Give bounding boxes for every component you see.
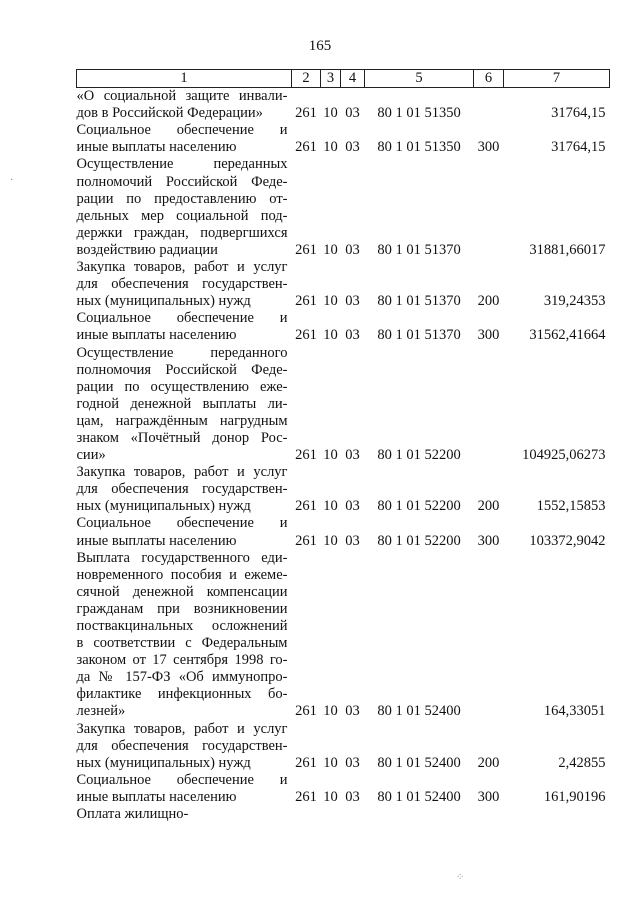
table-row bbox=[77, 122, 610, 156]
row-name-line: для обеспечения государствен- bbox=[76, 737, 288, 754]
code-target-article: 80 1 01 52200 bbox=[377, 532, 461, 549]
amount: 2,42855 bbox=[558, 754, 606, 771]
row-name-line: «О социальной защите инвали- bbox=[76, 88, 288, 105]
code-expense-type: 200 bbox=[477, 754, 500, 771]
code-expense-type: 200 bbox=[477, 293, 500, 310]
row-name bbox=[77, 122, 292, 156]
header-col-7: 7 bbox=[504, 70, 610, 88]
table-row bbox=[77, 345, 610, 465]
row-name-line: в соответствии с Федеральным bbox=[76, 635, 288, 652]
budget-table bbox=[76, 69, 610, 823]
code-target-article: 80 1 01 52200 bbox=[377, 498, 461, 515]
amount: 1552,15853 bbox=[536, 498, 606, 515]
code-subsection: 03 bbox=[345, 788, 360, 805]
row-name-line: Осуществление переданных bbox=[76, 156, 288, 173]
code-ministry: 261 bbox=[295, 498, 317, 515]
row-name-line: Оплата жилищно- bbox=[76, 806, 189, 823]
row-name-line: новременного пособия и ежеме- bbox=[76, 566, 288, 583]
code-section: 10 bbox=[323, 498, 338, 515]
row-name bbox=[77, 806, 292, 823]
header-col-6: 6 bbox=[474, 70, 504, 88]
row-name bbox=[77, 259, 292, 310]
row-name-line: полномочия Российской Феде- bbox=[76, 361, 288, 378]
row-name-line: дельных мер социальной под- bbox=[76, 207, 288, 224]
header-col-1: 1 bbox=[77, 70, 292, 88]
code-ministry: 261 bbox=[295, 532, 317, 549]
row-name bbox=[77, 515, 292, 549]
row-name-line: Осуществление переданного bbox=[76, 344, 288, 361]
code-expense-type bbox=[474, 806, 504, 823]
table-row bbox=[77, 156, 610, 259]
code-target-article: 80 1 01 52200 bbox=[377, 447, 461, 464]
code-expense-type: 300 bbox=[477, 327, 500, 344]
table-row bbox=[77, 310, 610, 344]
code-section: 10 bbox=[323, 754, 338, 771]
row-name-line: сячной денежной компенсации bbox=[76, 583, 288, 600]
code-expense-type: 300 bbox=[477, 139, 500, 156]
row-name-line: Закупка товаров, работ и услуг bbox=[76, 259, 288, 276]
code-ministry: 261 bbox=[295, 139, 317, 156]
row-name bbox=[77, 772, 292, 806]
table-row bbox=[77, 772, 610, 806]
code-subsection: 03 bbox=[345, 447, 360, 464]
code-ministry: 261 bbox=[295, 293, 317, 310]
row-name bbox=[77, 464, 292, 515]
code-subsection bbox=[341, 806, 365, 823]
code-ministry: 261 bbox=[295, 105, 317, 122]
table-row bbox=[77, 464, 610, 515]
code-ministry bbox=[292, 806, 321, 823]
row-name-line: Выплата государственного еди- bbox=[76, 549, 288, 566]
row-name-line: для обеспечения государствен- bbox=[76, 276, 288, 293]
row-name-line: для обеспечения государствен- bbox=[76, 481, 288, 498]
row-name bbox=[77, 156, 292, 259]
row-name bbox=[77, 88, 292, 123]
table-row bbox=[77, 515, 610, 549]
header-col-5: 5 bbox=[365, 70, 474, 88]
table-header-row bbox=[77, 70, 610, 88]
code-ministry: 261 bbox=[295, 327, 317, 344]
amount: 31764,15 bbox=[551, 139, 606, 156]
code-subsection: 03 bbox=[345, 327, 360, 344]
code-target-article: 80 1 01 51370 bbox=[377, 327, 461, 344]
table-row bbox=[77, 550, 610, 721]
row-name bbox=[77, 345, 292, 465]
code-ministry: 261 bbox=[295, 703, 317, 720]
code-section: 10 bbox=[323, 139, 338, 156]
code-target-article: 80 1 01 51350 bbox=[377, 139, 461, 156]
code-target-article bbox=[365, 806, 474, 823]
code-section: 10 bbox=[323, 447, 338, 464]
row-name-line: иные выплаты населению bbox=[76, 532, 237, 549]
code-section: 10 bbox=[323, 241, 338, 258]
row-name-line: дов в Российской Федерации» bbox=[76, 105, 263, 122]
amount bbox=[504, 806, 610, 823]
row-name-line: иные выплаты населению bbox=[76, 139, 237, 156]
scan-speck: ⁘ bbox=[456, 872, 465, 883]
row-name-line: ных (муниципальных) нужд bbox=[76, 754, 251, 771]
scan-speck: · bbox=[10, 175, 14, 186]
code-subsection: 03 bbox=[345, 498, 360, 515]
code-target-article: 80 1 01 51350 bbox=[377, 105, 461, 122]
code-section: 10 bbox=[323, 703, 338, 720]
code-ministry: 261 bbox=[295, 788, 317, 805]
code-subsection: 03 bbox=[345, 293, 360, 310]
code-section: 10 bbox=[323, 327, 338, 344]
code-subsection: 03 bbox=[345, 105, 360, 122]
amount: 161,90196 bbox=[543, 788, 606, 805]
table-row bbox=[77, 721, 610, 772]
code-target-article: 80 1 01 51370 bbox=[377, 241, 461, 258]
header-col-2: 2 bbox=[292, 70, 321, 88]
code-subsection: 03 bbox=[345, 532, 360, 549]
row-name-line: рации по предоставлению от- bbox=[76, 190, 288, 207]
row-name-line: рации по осуществлению еже- bbox=[76, 378, 288, 395]
amount: 103372,9042 bbox=[529, 532, 606, 549]
code-section: 10 bbox=[323, 788, 338, 805]
code-target-article: 80 1 01 52400 bbox=[377, 788, 461, 805]
row-name-line: ных (муниципальных) нужд bbox=[76, 293, 251, 310]
code-section: 10 bbox=[323, 293, 338, 310]
row-name-line: Закупка товаров, работ и услуг bbox=[76, 464, 288, 481]
row-name-line: сии» bbox=[76, 447, 106, 464]
code-expense-type bbox=[474, 345, 504, 465]
code-subsection: 03 bbox=[345, 754, 360, 771]
row-name-line: держки граждан, подвергшихся bbox=[76, 224, 288, 241]
amount: 31881,66017 bbox=[529, 241, 606, 258]
row-name-line: Социальное обеспечение и bbox=[76, 122, 288, 139]
code-target-article: 80 1 01 51370 bbox=[377, 293, 461, 310]
row-name-line: полномочий Российской Федe- bbox=[76, 173, 288, 190]
code-ministry: 261 bbox=[295, 447, 317, 464]
row-name-line: цам, награждённым нагрудным bbox=[76, 412, 288, 429]
code-subsection: 03 bbox=[345, 703, 360, 720]
amount: 319,24353 bbox=[543, 293, 606, 310]
row-name-line: Закупка товаров, работ и услуг bbox=[76, 720, 288, 737]
header-col-3: 3 bbox=[321, 70, 341, 88]
row-name-line: законом от 17 сентября 1998 го- bbox=[76, 652, 288, 669]
row-name-line: Социальное обеспечение и bbox=[76, 310, 288, 327]
row-name-line: воздействию радиации bbox=[76, 241, 218, 258]
row-name bbox=[77, 310, 292, 344]
code-target-article: 80 1 01 52400 bbox=[377, 754, 461, 771]
row-name-line: ных (муниципальных) нужд bbox=[76, 498, 251, 515]
code-subsection: 03 bbox=[345, 139, 360, 156]
row-name-line: иные выплаты населению bbox=[76, 788, 237, 805]
code-expense-type bbox=[474, 550, 504, 721]
row-name bbox=[77, 550, 292, 721]
code-expense-type bbox=[474, 88, 504, 123]
code-section: 10 bbox=[323, 532, 338, 549]
code-expense-type: 300 bbox=[477, 788, 500, 805]
row-name-line: знаком «Почётный донор Рос- bbox=[76, 429, 288, 446]
code-section: 10 bbox=[323, 105, 338, 122]
row-name-line: поствакцинальных осложнений bbox=[76, 618, 288, 634]
amount: 104925,06273 bbox=[522, 447, 606, 464]
amount: 164,33051 bbox=[543, 703, 606, 720]
row-name-line: иные выплаты населению bbox=[76, 327, 237, 344]
amount: 31764,15 bbox=[551, 105, 606, 122]
row-name bbox=[77, 721, 292, 772]
code-expense-type: 300 bbox=[477, 532, 500, 549]
row-name-line: лезней» bbox=[76, 703, 126, 720]
table-row bbox=[77, 806, 610, 823]
amount: 31562,41664 bbox=[529, 327, 606, 344]
row-name-line: гражданам при возникновении bbox=[76, 600, 288, 617]
row-name-line: Социальное обеспечение и bbox=[76, 515, 288, 532]
row-name-line: годной денежной выплаты ли- bbox=[76, 395, 288, 412]
table-row bbox=[77, 88, 610, 123]
header-col-4: 4 bbox=[341, 70, 365, 88]
code-ministry: 261 bbox=[295, 241, 317, 258]
code-target-article: 80 1 01 52400 bbox=[377, 703, 461, 720]
table-row bbox=[77, 259, 610, 310]
code-ministry: 261 bbox=[295, 754, 317, 771]
row-name-line: Социальное обеспечение и bbox=[76, 771, 288, 788]
code-expense-type bbox=[474, 156, 504, 259]
row-name-line: да № 157-ФЗ «Об иммунопро- bbox=[76, 669, 288, 686]
page-number: 165 bbox=[308, 38, 332, 54]
code-section bbox=[321, 806, 341, 823]
code-expense-type: 200 bbox=[477, 498, 500, 515]
code-subsection: 03 bbox=[345, 241, 360, 258]
row-name-line: филактике инфекционных бо- bbox=[76, 686, 288, 703]
